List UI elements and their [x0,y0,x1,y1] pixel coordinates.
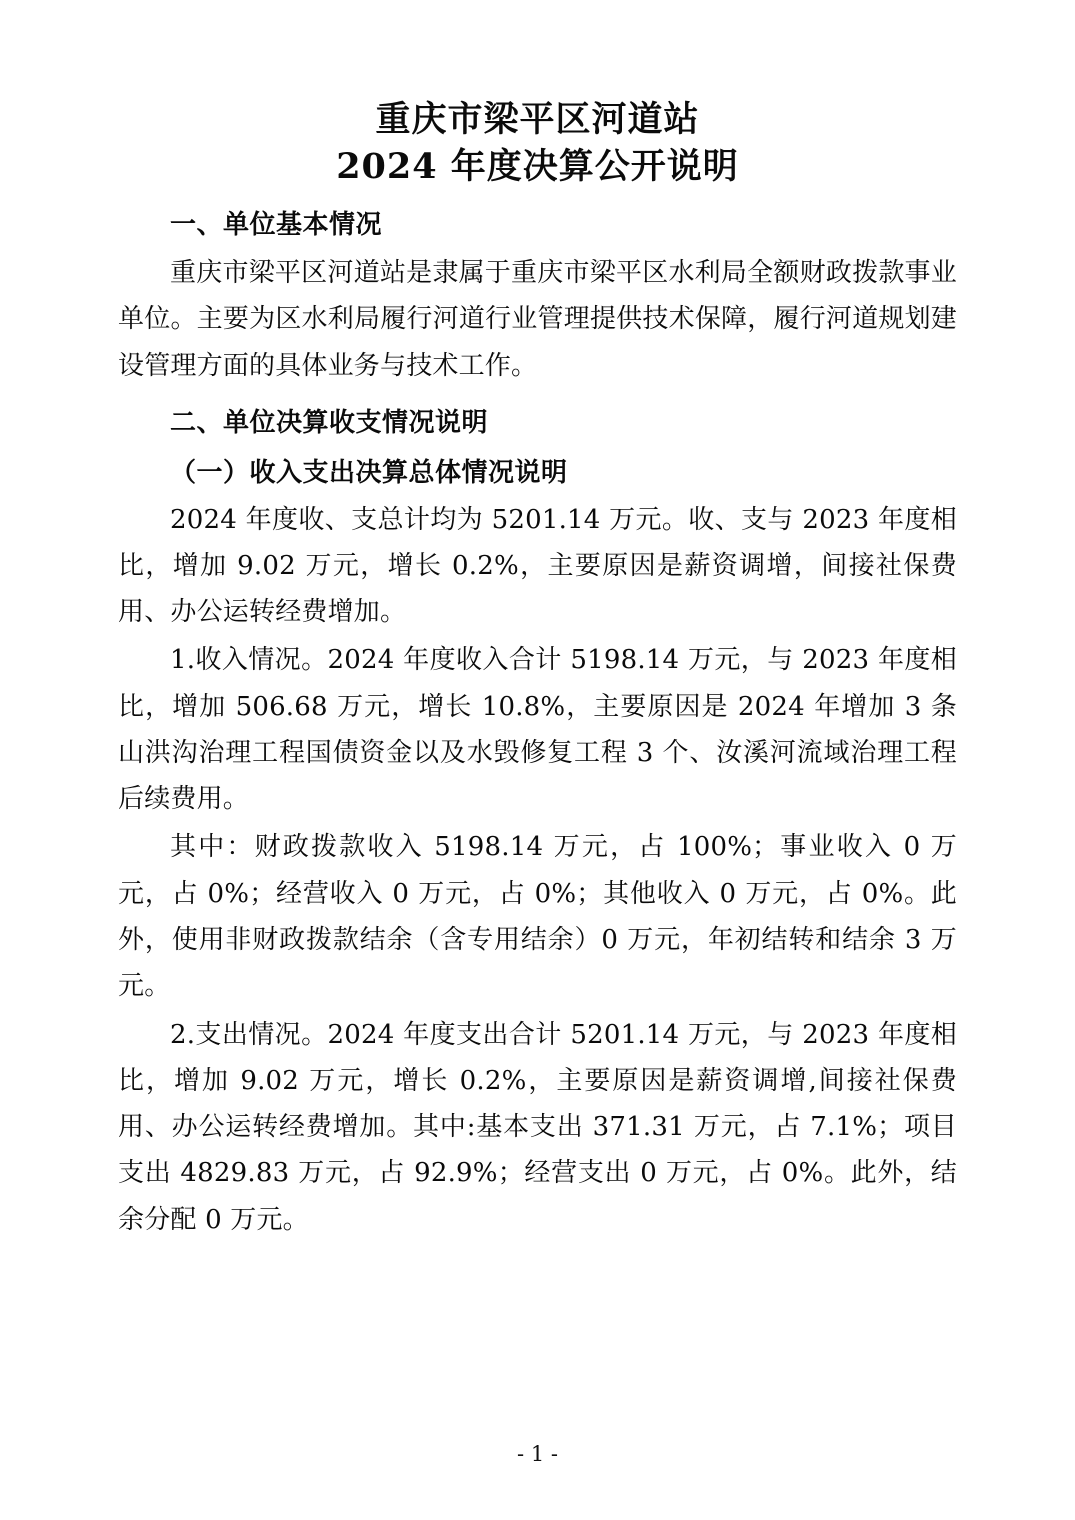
page-title [118,96,957,191]
section-2-paragraph-2: 1.收入情况。2024 年度收入合计 5198.14 万元，与 2023 年度相比，增加 506.68 万元，增长 10.8%，主要原因是 2024 年增加 3 条山洪沟治理工程国债资金以及水毁修复工程 3 个、汝溪河流域治理工程后续费用。 [118,645,957,815]
section-2-paragraph-3: 其中：财政拨款收入 5198.14 万元，占 100%；事业收入 0 万元，占 0%；经营收入 0 万元，占 0%；其他收入 0 万元，占 0%。此外，使用非财政拨款结余（含专用结余）0 万元，年初结转和结余 3 万元。 [118,832,957,1002]
section-1-paragraph-1: 重庆市梁平区河道站是隶属于重庆市梁平区水利局全额财政拨款事业单位。主要为区水利局履行河道行业管理提供技术保障，履行河道规划建设管理方面的具体业务与技术工作。 [118,258,957,381]
page-number: - 1 - [517,1442,558,1466]
section-2-paragraph-1: 2024 年度收、支总计均为 5201.14 万元。收、支与 2023 年度相比，增加 9.02 万元，增长 0.2%，主要原因是薪资调增，间接社保费用、办公运转经费增加。 [118,504,957,628]
page-title-line-1: 重庆市梁平区河道站 [375,99,700,140]
section-2-paragraph-4: 2.支出情况。2024 年度支出合计 5201.14 万元，与 2023 年度相比，增加 9.02 万元，增长 0.2%，主要原因是薪资调增,间接社保费用、办公运转经费增加。其中:基本支出 371.31 万元，占 7.1%；项目支出 4829.83 万元，占 92.9%；经营支出 0 万元，占 0%。此外，结余分配 0 万元。 [118,1019,957,1235]
section-heading-1: 一、单位基本情况 [170,209,383,240]
section-heading-2: 二、单位决算收支情况说明 [170,407,489,438]
section-2-subheading: （一）收入支出决算总体情况说明 [170,458,568,489]
page-title-line-2: 2024 年度决算公开说明 [336,146,739,188]
